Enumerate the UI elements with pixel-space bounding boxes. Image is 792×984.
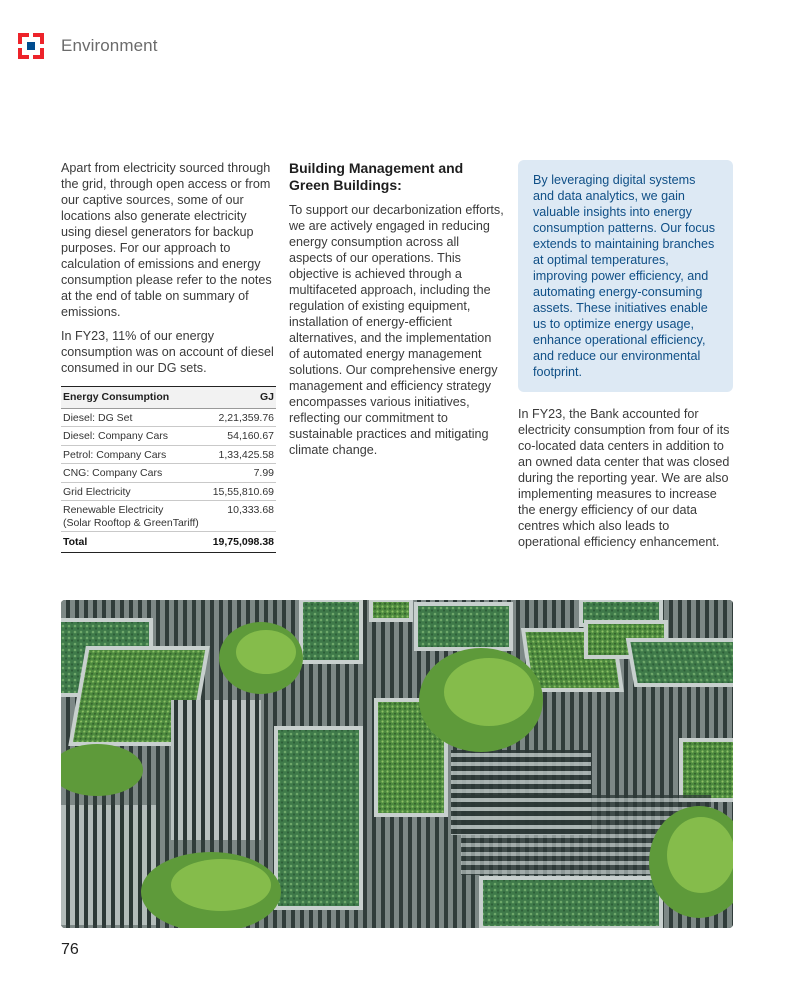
bank-logo-icon — [18, 33, 44, 59]
column-middle — [289, 160, 504, 466]
green-buildings-heading: Building Management and Green Buildings: — [289, 160, 464, 193]
green-wall-illustration — [61, 600, 733, 928]
table-header-row — [61, 387, 276, 409]
total-label: Total — [61, 532, 208, 553]
highlight-callout: By leveraging digital systems and data analytics, we gain valuable insights into energy consumption patterns. Our focus extends to maintaining branches at optimal temperatures, improving power efficiency, and automating energy-consuming assets. These initiatives enable us to optimize energy usage, enhance operational efficiency, and reduce our environmental footprint. — [518, 160, 733, 392]
row-value: 10,333.68 — [208, 501, 276, 532]
table-row — [61, 408, 276, 427]
row-label-line2: (Solar Rooftop & GreenTariff) — [63, 516, 199, 529]
column-right — [518, 160, 733, 558]
table-row — [61, 501, 276, 532]
intro-paragraph: Apart from electricity sourced through the grid, through open access or from our captive sources, some of our locations also generate electricity using diesel generators for backup purposes. For our approach to calculation of emissions and energy consumption please refer to the notes at the end of table on summary of emissions. — [61, 161, 272, 319]
green-buildings-paragraph: To support our decarbonization efforts, we are actively engaged in reducing energy consumption across all aspects of our operations. This objective is achieved through a multifaceted approach, including the regulation of existing equipment, installation of energy-efficient alternatives, and the implementation of automated energy management solutions. Our comprehensive energy management and efficiency strategy encompasses various initiatives, reflecting our commitment to sustainable practices and mitigating climate change. — [289, 203, 504, 457]
row-value: 1,33,425.58 — [208, 445, 276, 464]
table-row — [61, 445, 276, 464]
energy-consumption-table — [61, 386, 276, 553]
row-label: Grid Electricity — [61, 482, 208, 501]
row-label: Petrol: Company Cars — [61, 445, 208, 464]
table-row — [61, 427, 276, 446]
table-header-unit: GJ — [208, 387, 276, 409]
row-value: 2,21,359.76 — [208, 408, 276, 427]
table-row — [61, 482, 276, 501]
row-value: 15,55,810.69 — [208, 482, 276, 501]
table-header-energy: Energy Consumption — [61, 387, 208, 409]
row-label: Diesel: DG Set — [61, 408, 208, 427]
data-centers-paragraph: In FY23, the Bank accounted for electricity consumption from four of its co-located data centers in addition to an owned data center that was closed during the reporting year. We are also implementing measures to increase the energy efficiency of our data centres which also leads to operational efficiency enhancement. — [518, 407, 730, 549]
row-label-line1: Renewable Electricity — [63, 504, 164, 516]
row-label — [61, 501, 208, 532]
diesel-share-paragraph: In FY23, 11% of our energy consumption was on account of diesel consumed in our DG sets. — [61, 329, 274, 375]
row-value: 54,160.67 — [208, 427, 276, 446]
row-value: 7.99 — [208, 464, 276, 483]
page-number: 76 — [61, 941, 79, 958]
table-row — [61, 464, 276, 483]
section-title: Environment — [61, 36, 158, 55]
row-label: Diesel: Company Cars — [61, 427, 208, 446]
column-left — [61, 160, 276, 553]
total-value: 19,75,098.38 — [208, 532, 276, 553]
row-label: CNG: Company Cars — [61, 464, 208, 483]
table-total-row — [61, 532, 276, 553]
green-wall-photo — [61, 600, 733, 928]
